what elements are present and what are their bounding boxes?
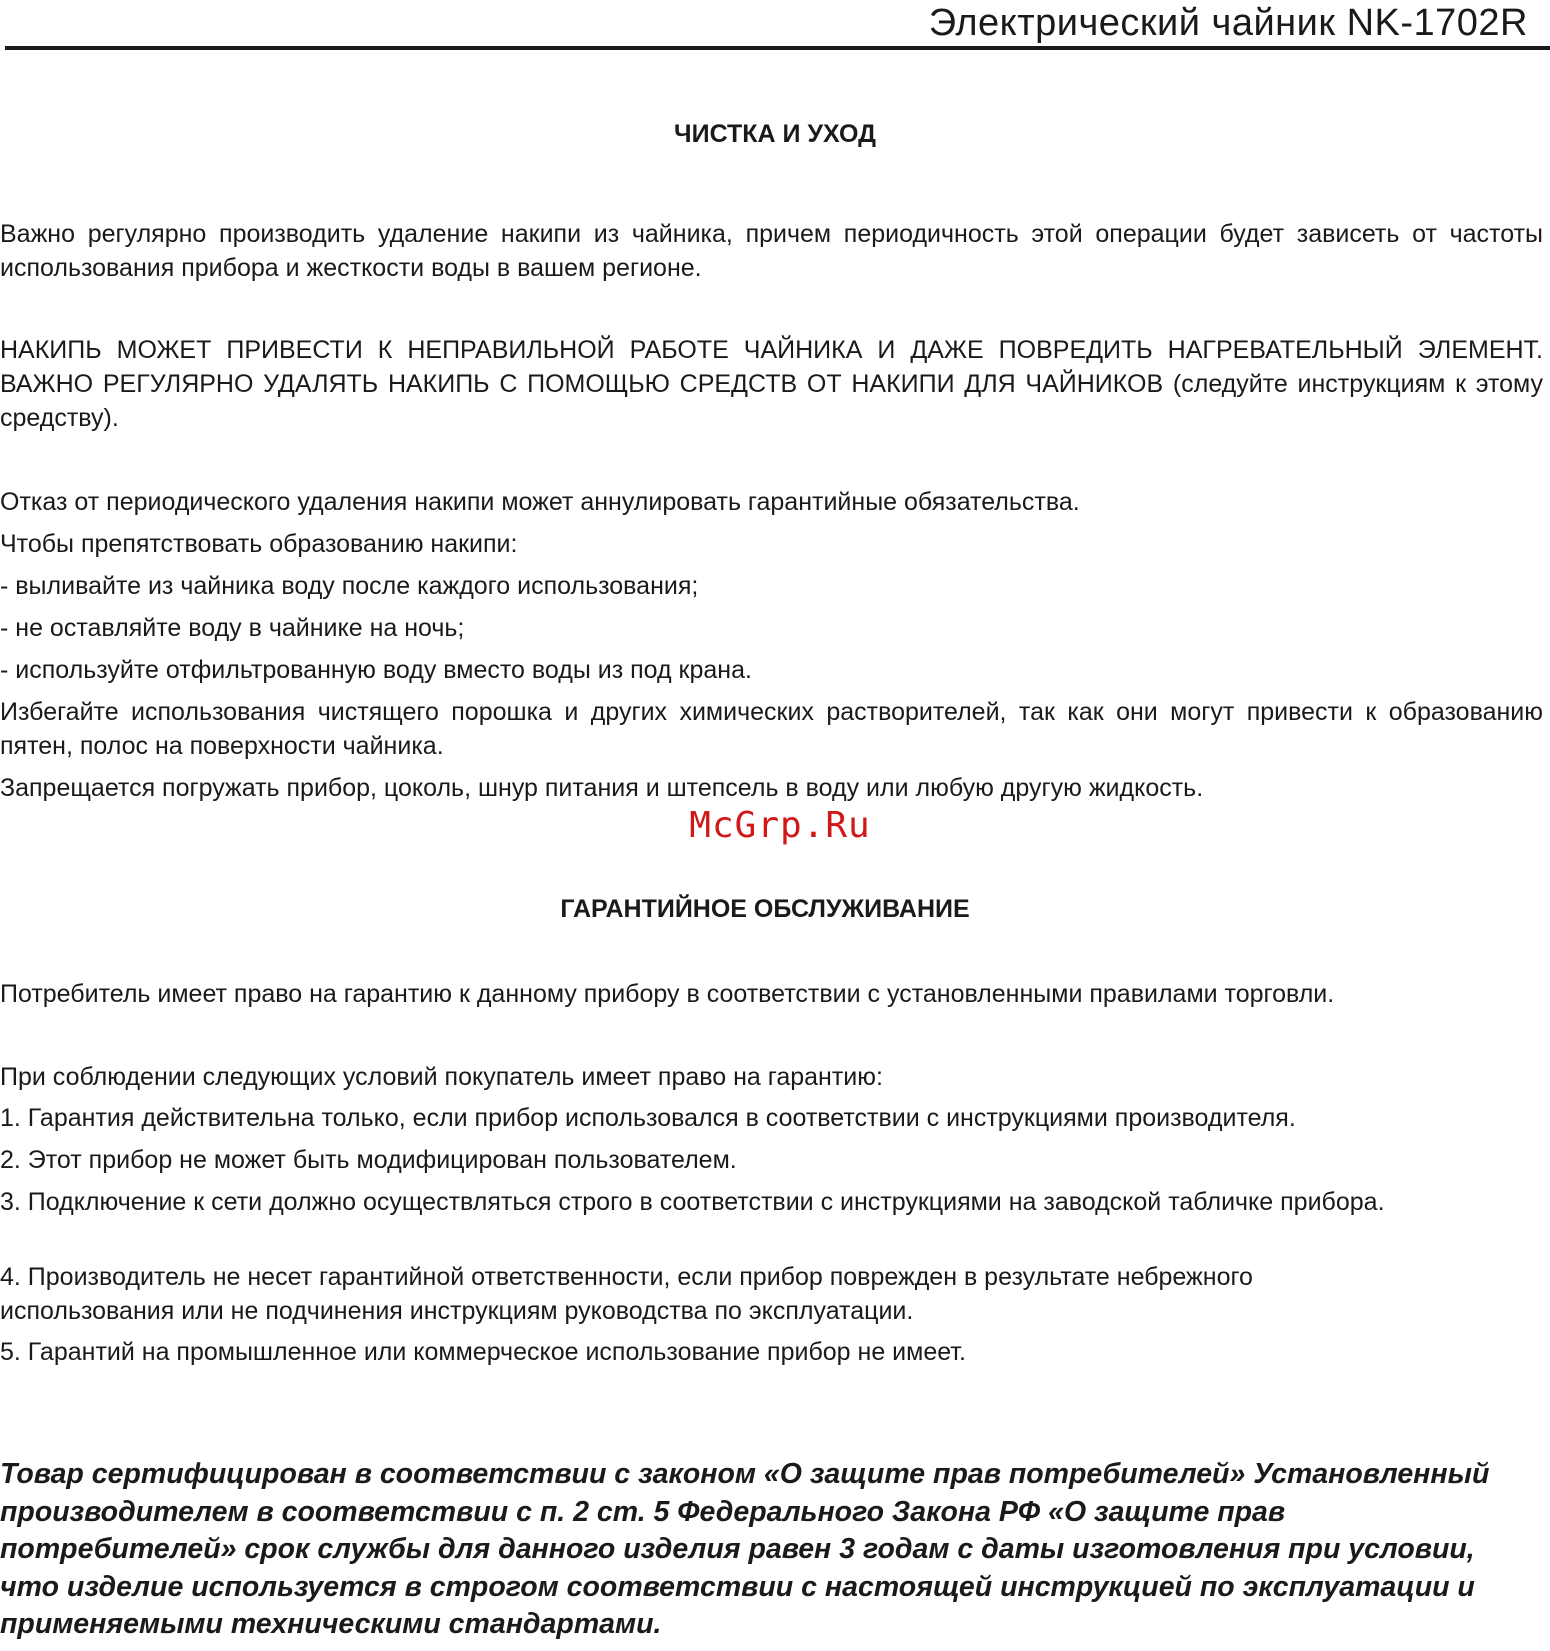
warranty-item-3: 3. Подключение к сети должно осуществляться строго в соответствии с инструкциями на заводской табличке прибора. (0, 1188, 1385, 1216)
care-paragraph-3: Отказ от периодического удаления накипи может аннулировать гарантийные обязательства. (0, 488, 1080, 516)
care-paragraph-6: Запрещается погружать прибор, цоколь, шнур питания и штепсель в воду или любую другую жидкость. (0, 774, 1204, 802)
warranty-item-1: 1. Гарантия действительна только, если прибор использовался в соответствии с инструкциями производителя. (0, 1104, 1296, 1132)
warranty-item-4: 4. Производитель не несет гарантийной ответственности, если прибор поврежден в результате небрежного использования или не подчинения инструкциям руководства по эксплуатации. (0, 1263, 1253, 1325)
warranty-item-2: 2. Этот прибор не может быть модифицирован пользователем. (0, 1146, 737, 1174)
care-bullet-2: - не оставляйте воду в чайнике на ночь; (0, 614, 465, 642)
document-title: Электрический чайник NK-1702R (928, 2, 1528, 44)
warranty-paragraph-1: Потребитель имеет право на гарантию к данному прибору в соответствии с установленными правилами торговли. (0, 980, 1335, 1008)
watermark: McGrp.Ru (689, 805, 871, 846)
care-paragraph-2: НАКИПЬ МОЖЕТ ПРИВЕСТИ К НЕПРАВИЛЬНОЙ РАБОТЕ ЧАЙНИКА И ДАЖЕ ПОВРЕДИТЬ НАГРЕВАТЕЛЬНЫЙ ЭЛЕМЕНТ. ВАЖНО РЕГУЛЯРНО УДАЛЯТЬ НАКИПЬ С ПОМОЩЬЮ СРЕДСТВ ОТ НАКИПИ ДЛЯ ЧАЙНИКОВ (следуйте инструкциям к этому средству). (0, 336, 1543, 432)
care-bullet-3: - используйте отфильтрованную воду вместо воды из под крана. (0, 656, 752, 684)
care-paragraph-4: Чтобы препятствовать образованию накипи: (0, 530, 518, 558)
warranty-item-5: 5. Гарантий на промышленное или коммерческое использование прибор не имеет. (0, 1338, 966, 1366)
certification-notice: Товар сертифицирован в соответствии с законом «О защите прав потребителей» Установленный производителем в соответствии с п. 2 ст. 5 Федерального Закона РФ «О защите прав потребителей» срок службы для данного изделия равен 3 годам с даты изготовления при условии, что изделие используется в строгом соответствии с настоящей инструкцией по эксплуатации и применяемыми техническими стандартами. (0, 1458, 1490, 1640)
care-paragraph-1: Важно регулярно производить удаление накипи из чайника, причем периодичность этой операции будет зависеть от частоты использования прибора и жесткости воды в вашем регионе. (0, 220, 1543, 282)
header-divider (5, 46, 1550, 50)
care-bullet-1: - выливайте из чайника воду после каждого использования; (0, 572, 699, 600)
warranty-heading: ГАРАНТИЙНОЕ ОБСЛУЖИВАНИЕ (560, 895, 970, 923)
warranty-paragraph-2: При соблюдении следующих условий покупатель имеет право на гарантию: (0, 1063, 883, 1091)
care-heading: ЧИСТКА И УХОД (674, 120, 876, 148)
care-paragraph-5: Избегайте использования чистящего порошка и других химических растворителей, так как они могут привести к образованию пятен, полос на поверхности чайника. (0, 698, 1543, 760)
